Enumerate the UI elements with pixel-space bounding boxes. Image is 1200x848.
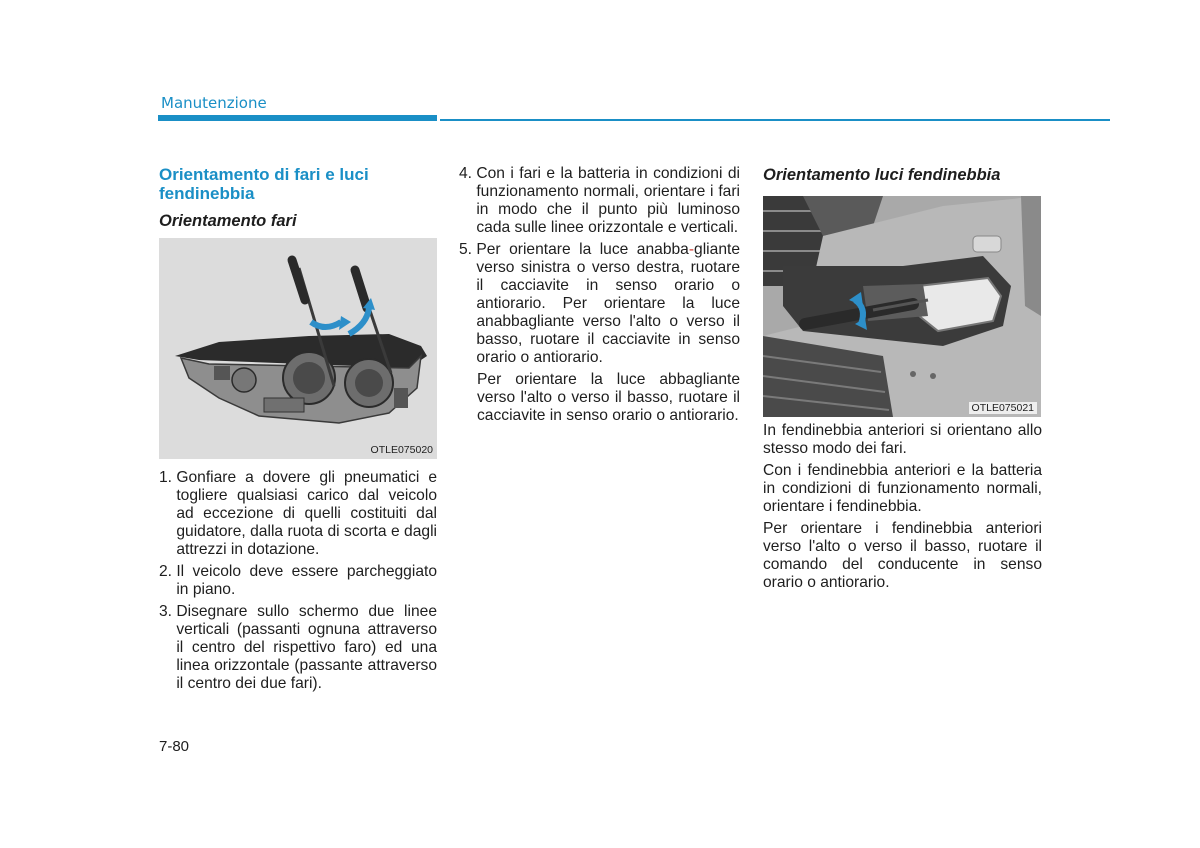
page-number: 7-80 [159, 738, 190, 755]
section-title-line2: fendinebbia [159, 184, 255, 203]
paragraph: Per orientare i fendinebbia anteriori verso l'alto o verso il basso, ruotare il comando del conducente in senso orario o antiorario. [763, 520, 1042, 591]
high-beam-note: Per orientare la luce abbagliante verso l'alto o verso il basso, ruotare il cacciavite in senso orario o antiorario. [477, 371, 740, 424]
list-item [459, 165, 740, 237]
section-header: Manutenzione [161, 94, 267, 112]
header-rule-thick [158, 115, 437, 121]
headlight-figure [159, 238, 437, 459]
figure-code: OTLE075020 [370, 444, 433, 456]
list-text [476, 241, 740, 367]
list-number: 1. [159, 469, 177, 486]
list-text-part: gliante verso sinistra o verso destra, ruotare il cacciavite in senso orario o antiorario. Per orientare la luce anabbagliante verso l'alto o verso il basso, ruotare il cacciavite in senso orario o antiorario. [476, 241, 740, 366]
list-item [159, 469, 437, 559]
list-text: Il veicolo deve essere parcheggiato in piano. [176, 563, 437, 598]
list-item [159, 563, 437, 599]
right-paragraphs [763, 422, 1042, 592]
list-number: 5. [459, 241, 477, 258]
foglight-figure [763, 196, 1041, 417]
right-column [763, 165, 1042, 185]
section-title [159, 165, 437, 203]
list-number: 3. [159, 603, 177, 620]
foglight-illustration [763, 196, 1041, 417]
list-text: Gonfiare a dovere gli pneumatici e togliere qualsiasi carico dal veicolo ad eccezione di quelli costituiti dal guidatore, dalla ruota di scorta e dagli attrezzi in dotazione. [176, 469, 437, 558]
section-title-line1: Orientamento di fari e luci [159, 165, 369, 184]
figure-code: OTLE075021 [969, 402, 1037, 414]
list-text: Con i fari e la batteria in condizioni di funzionamento normali, orientare i fari in modo che il punto più luminoso cada sulle linee orizzontale e verticali. [476, 165, 740, 236]
middle-column [459, 165, 740, 425]
list-text-part: Per orientare la luce anabba [476, 241, 689, 258]
paragraph: Con i fendinebbia anteriori e la batteria in condizioni di funzionamento normali, orientare i fendinebbia. [763, 462, 1042, 515]
headlight-illustration [159, 238, 437, 459]
paragraph: In fendinebbia anteriori si orientano allo stesso modo dei fari. [763, 422, 1042, 457]
hyphen-mark: - [688, 241, 695, 258]
foglight-aiming-subtitle: Orientamento luci fendinebbia [763, 166, 1001, 184]
list-item [459, 241, 740, 367]
left-steps [159, 469, 437, 693]
header-rule-thin [440, 119, 1110, 121]
left-column [159, 165, 437, 231]
list-item [159, 603, 437, 693]
list-number: 2. [159, 563, 177, 580]
list-text: Disegnare sullo schermo due linee verticali (passanti ognuna attraverso il centro del rispettivo faro) ed una linea orizzontale (passante attraverso il centro dei due fari). [176, 603, 437, 692]
headlight-aiming-subtitle: Orientamento fari [159, 212, 297, 230]
list-number: 4. [459, 165, 477, 182]
